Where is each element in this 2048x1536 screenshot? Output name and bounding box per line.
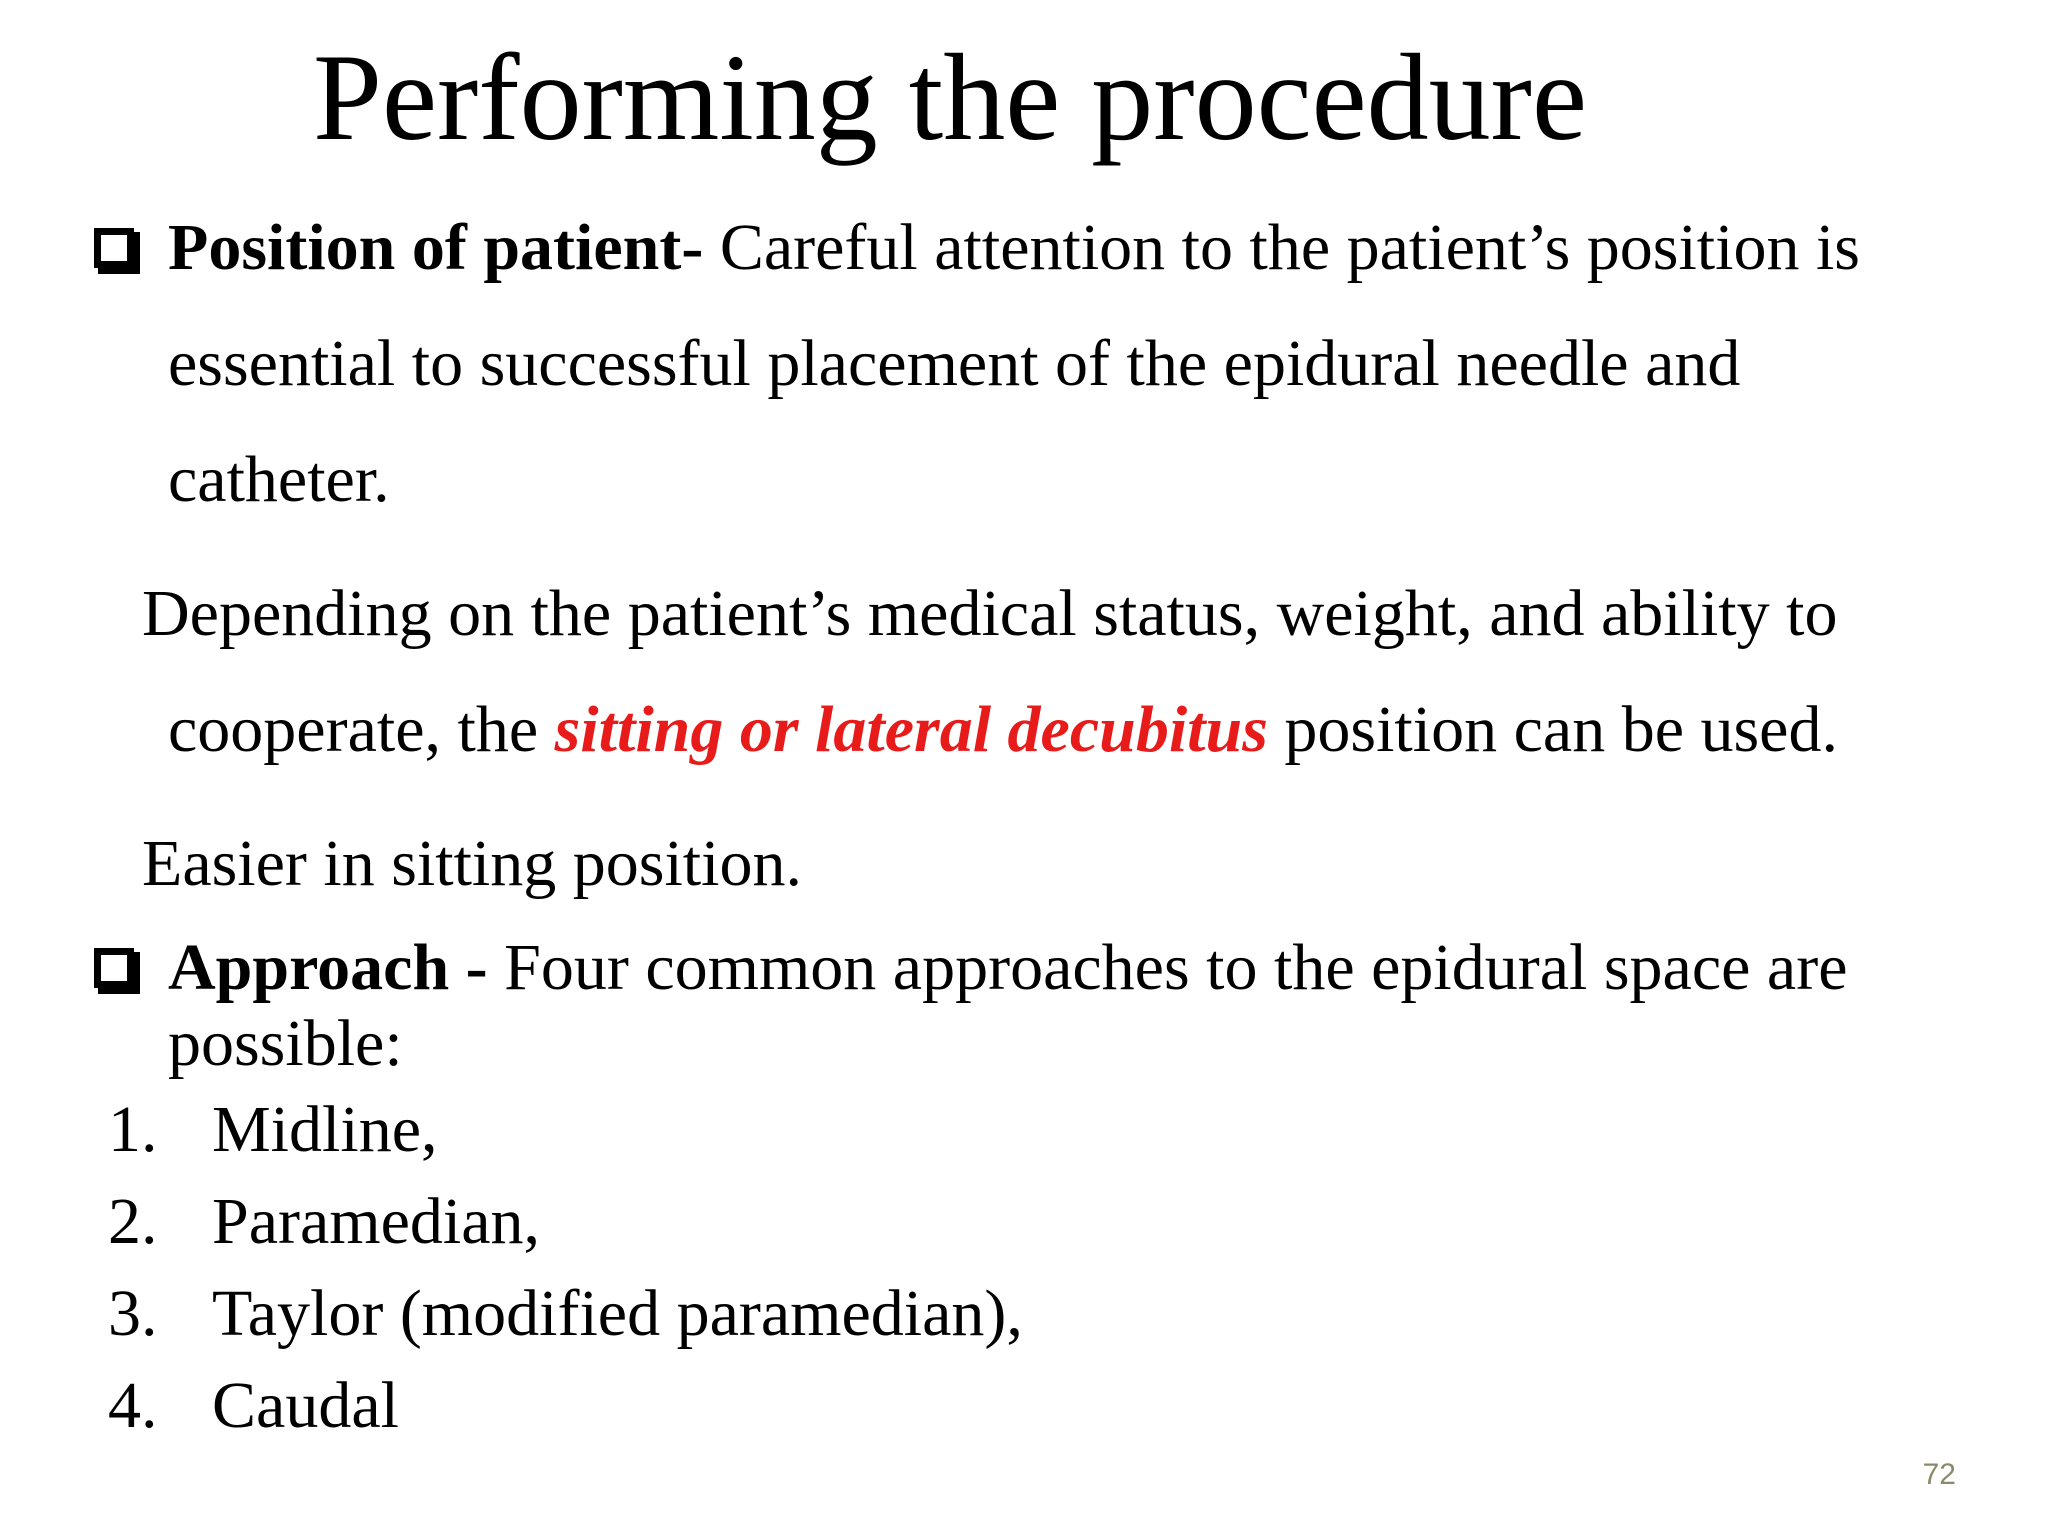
approach-line-2: possible: [168, 1007, 403, 1080]
page-number: 72 [1922, 1458, 1956, 1491]
position-line-2: essential to successful placement of the epidural needle and [168, 327, 1741, 400]
approach-text-1: Four common approaches to the epidural space are [487, 931, 1848, 1004]
list-item: Caudal [212, 1369, 399, 1442]
emphasis-text: sitting or lateral decubitus [554, 693, 1268, 766]
position-label: Position of patient- [168, 211, 704, 284]
easier-line: Easier in sitting position. [142, 827, 802, 900]
list-item-number: 4. [108, 1369, 158, 1442]
list-item-number: 1. [108, 1093, 158, 1166]
list-item: Midline, [212, 1093, 438, 1166]
position-text-1: Careful attention to the patient’s position is [703, 211, 1860, 284]
list-item: Paramedian, [212, 1185, 541, 1258]
approach-line-1 [168, 928, 1848, 1008]
depending-text-before: cooperate, the [168, 693, 555, 766]
depending-line-1: Depending on the patient’s medical status, weight, and ability to [142, 577, 1838, 650]
position-line-1 [168, 208, 1860, 288]
depending-line-2 [168, 690, 1838, 770]
depending-text-after: position can be used. [1267, 693, 1838, 766]
slide-title: Performing the procedure [313, 29, 1587, 166]
list-item-number: 2. [108, 1185, 158, 1258]
list-item: Taylor (modified paramedian), [212, 1277, 1023, 1350]
position-line-3: catheter. [168, 443, 390, 516]
approach-label: Approach - [168, 931, 488, 1004]
list-item-number: 3. [108, 1277, 158, 1350]
checkbox-square-icon [94, 948, 134, 988]
checkbox-square-icon [94, 228, 134, 268]
